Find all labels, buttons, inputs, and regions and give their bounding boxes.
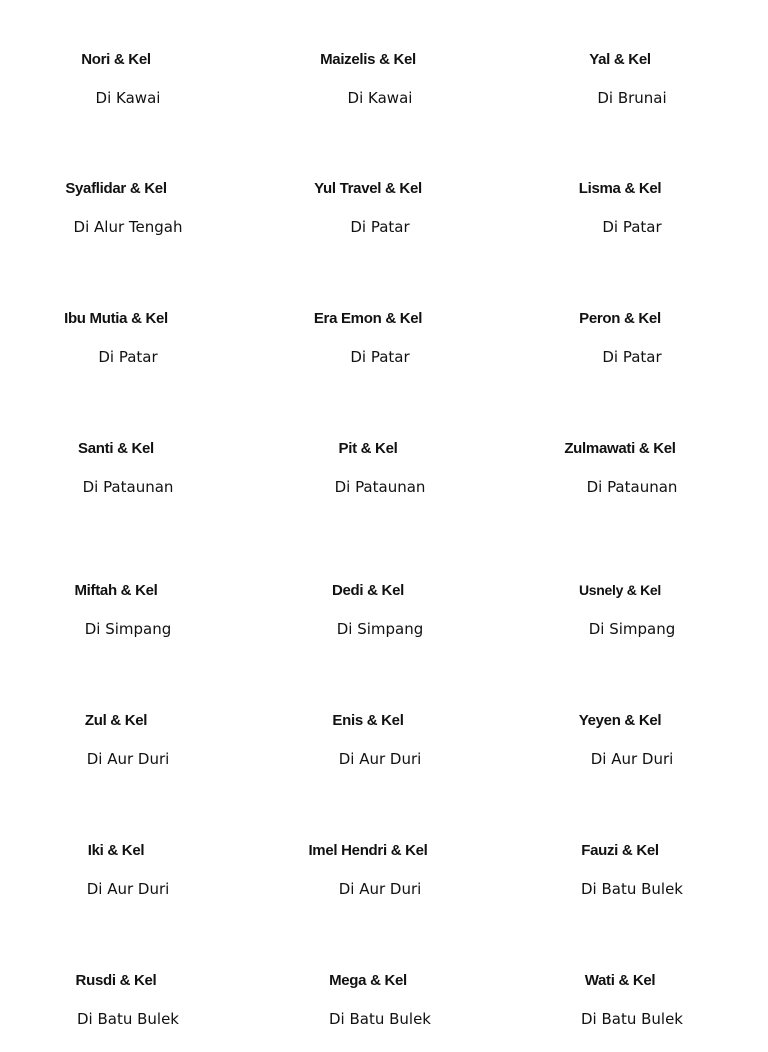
guest-place: Di Batu Bulek xyxy=(328,1010,431,1028)
guest-place: Di Brunai xyxy=(597,89,667,107)
guest-name: Lisma & Kel xyxy=(578,180,662,197)
guest-name: Yul Travel & Kel xyxy=(314,180,422,197)
guest-label xyxy=(504,842,760,922)
guest-name: Wati & Kel xyxy=(584,972,656,989)
guest-label xyxy=(252,712,508,792)
label-row xyxy=(0,842,768,922)
guest-label xyxy=(0,180,256,260)
guest-name: Peron & Kel xyxy=(579,310,661,327)
guest-label xyxy=(0,972,256,1052)
guest-place: Di Patar xyxy=(602,348,662,366)
guest-place: Di Kawai xyxy=(347,89,413,107)
guest-label xyxy=(0,310,256,390)
guest-name: Santi & Kel xyxy=(78,440,154,457)
label-row xyxy=(0,972,768,1052)
label-row xyxy=(0,310,768,390)
label-row xyxy=(0,440,768,520)
guest-place: Di Patar xyxy=(98,348,158,366)
guest-label xyxy=(504,712,760,792)
label-row xyxy=(0,180,768,260)
guest-label xyxy=(0,582,256,662)
guest-label xyxy=(504,310,760,390)
guest-label xyxy=(252,972,508,1052)
guest-place: Di Batu Bulek xyxy=(580,880,683,898)
guest-label xyxy=(504,51,760,131)
guest-place: Di Pataunan xyxy=(82,478,174,496)
guest-label xyxy=(0,51,256,131)
guest-label xyxy=(252,180,508,260)
guest-place: Di Simpang xyxy=(336,620,424,638)
guest-name: Zulmawati & Kel xyxy=(564,440,676,457)
guest-name: Rusdi & Kel xyxy=(75,972,157,989)
guest-name: Imel Hendri & Kel xyxy=(308,842,428,859)
guest-place: Di Patar xyxy=(602,218,662,236)
guest-label xyxy=(252,51,508,131)
guest-place: Di Batu Bulek xyxy=(76,1010,179,1028)
guest-name: Iki & Kel xyxy=(87,842,145,859)
guest-label xyxy=(252,440,508,520)
guest-place: Di Pataunan xyxy=(334,478,426,496)
label-row xyxy=(0,51,768,131)
guest-place: Di Patar xyxy=(350,218,410,236)
guest-name: Maizelis & Kel xyxy=(320,51,416,68)
guest-label xyxy=(252,310,508,390)
guest-place: Di Aur Duri xyxy=(338,880,422,898)
guest-label xyxy=(0,712,256,792)
guest-name: Pit & Kel xyxy=(338,440,398,457)
guest-label xyxy=(504,582,760,662)
guest-name: Nori & Kel xyxy=(81,51,151,68)
guest-name: Yeyen & Kel xyxy=(578,712,662,729)
guest-name: Miftah & Kel xyxy=(74,582,158,599)
guest-place: Di Aur Duri xyxy=(86,750,170,768)
guest-place: Di Simpang xyxy=(588,620,676,638)
guest-place: Di Simpang xyxy=(84,620,172,638)
guest-place: Di Aur Duri xyxy=(590,750,674,768)
guest-name: Zul & Kel xyxy=(84,712,148,729)
guest-place: Di Alur Tengah xyxy=(73,218,183,236)
guest-name: Era Emon & Kel xyxy=(313,310,423,327)
label-row xyxy=(0,582,768,662)
guest-name: Dedi & Kel xyxy=(331,582,404,599)
guest-place: Di Pataunan xyxy=(586,478,678,496)
guest-place: Di Patar xyxy=(350,348,410,366)
guest-label xyxy=(504,440,760,520)
label-row xyxy=(0,712,768,792)
guest-name: Ibu Mutia & Kel xyxy=(64,310,168,327)
guest-name: Syaflidar & Kel xyxy=(65,180,167,197)
guest-label xyxy=(252,582,508,662)
guest-label xyxy=(504,180,760,260)
guest-label xyxy=(252,842,508,922)
guest-label xyxy=(504,972,760,1052)
guest-name: Yal & Kel xyxy=(589,51,651,68)
guest-place: Di Batu Bulek xyxy=(580,1010,683,1028)
guest-place: Di Aur Duri xyxy=(86,880,170,898)
guest-place: Di Aur Duri xyxy=(338,750,422,768)
guest-place: Di Kawai xyxy=(95,89,161,107)
guest-name: Enis & Kel xyxy=(332,712,404,729)
guest-label xyxy=(0,842,256,922)
guest-name: Mega & Kel xyxy=(329,972,407,989)
guest-label xyxy=(0,440,256,520)
guest-name: Fauzi & Kel xyxy=(581,842,659,859)
guest-name: Usnely & Kel xyxy=(579,582,661,598)
